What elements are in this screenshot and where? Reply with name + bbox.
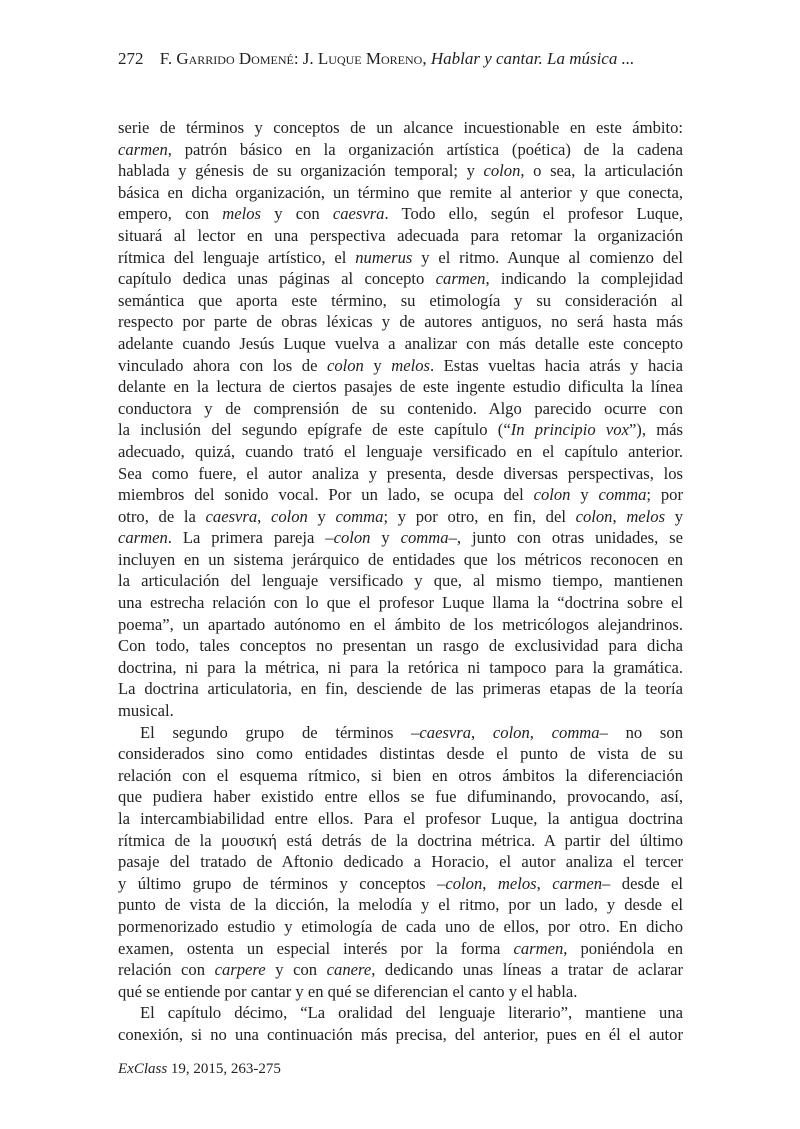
paragraph [118, 1002, 683, 1045]
text-run: y [370, 528, 401, 548]
italic-term: numerus [355, 247, 413, 267]
text-run: , [529, 722, 552, 742]
text-line [118, 657, 683, 679]
text-line [118, 570, 683, 592]
text-line [118, 873, 683, 895]
italic-term: In principio vox [510, 420, 629, 440]
italic-term: carmen [118, 528, 168, 548]
text-run: J. Luque Moreno [302, 49, 423, 68]
text-line [118, 463, 683, 485]
italic-term: melos [391, 355, 430, 375]
text-run: Sea como fuere, el autor analiza y presenta, desde diversas perspectivas, los [118, 463, 683, 483]
text-run: semántica que aporta este término, su etimología y su consideración al [118, 290, 683, 310]
text-run: pasaje del tratado de Aftonio dedicado a Horacio, el autor analiza el tercer [118, 852, 683, 872]
italic-term: caesvra [419, 722, 472, 742]
text-run: ”), más [628, 420, 683, 440]
italic-term: melos [626, 506, 666, 526]
italic-term: carmen [552, 873, 603, 893]
text-line [118, 247, 683, 269]
text-line [118, 527, 683, 549]
text-line [118, 981, 683, 1003]
text-run: examen, ostenta un especial interés por la forma [118, 938, 514, 958]
text-run: y último grupo de términos y conceptos – [118, 873, 446, 893]
text-run: pormenorizado estudio y etimología de cada uno de ellos, por otro. En dicho [118, 916, 683, 936]
italic-term: melos [497, 873, 537, 893]
italic-term: comma [551, 722, 600, 742]
text-run: , o sea, la articulación [520, 161, 684, 181]
text-line [118, 1002, 683, 1024]
text-run: la articulación del lenguaje versificado y que, al mismo tiempo, mantienen [118, 571, 683, 591]
journal-name: ExClass [118, 1061, 168, 1077]
text-run: respecto por parte de obras léxicas y de autores antiguos, no será hasta más [118, 312, 683, 332]
text-run: miembros del sonido vocal. Por un lado, se ocupa del [118, 485, 534, 505]
italic-term: colon [333, 528, 371, 548]
text-run: doctrina, ni para la métrica, ni para la retórica ni tampoco para la gramática. [118, 657, 683, 677]
text-run: y [363, 355, 392, 375]
text-line [118, 484, 683, 506]
text-run: , [257, 506, 271, 526]
text-run: y [665, 506, 684, 526]
italic-term: comma [335, 506, 384, 526]
text-run: – no son [599, 722, 683, 742]
text-line [118, 1024, 683, 1046]
italic-term: canere [326, 960, 372, 980]
text-run: , indicando la complejidad [485, 269, 683, 289]
italic-term: Hablar y cantar. La música ... [430, 49, 635, 68]
text-run: serie de términos y conceptos de un alcance incuestionable en este ámbito: [118, 118, 683, 137]
text-line [118, 678, 683, 700]
paragraph [118, 722, 683, 1003]
text-line [118, 225, 683, 247]
text-line [118, 419, 683, 441]
text-run: y el ritmo. Aunque al comienzo del [412, 247, 683, 267]
text-line [118, 398, 683, 420]
text-run: y [307, 506, 336, 526]
text-line [118, 808, 683, 830]
text-run: , [482, 873, 498, 893]
text-line [118, 635, 683, 657]
text-run: conexión, si no una continuación más precisa, del anterior, pues en él el autor [118, 1024, 683, 1044]
text-line [118, 441, 683, 463]
text-run: , [471, 722, 493, 742]
text-line [118, 786, 683, 808]
italic-term: colon [492, 722, 530, 742]
text-run: adecuado, quizá, cuando trató el lenguaje versificado en el capítulo anterior. [118, 441, 683, 461]
text-run: , patrón básico en la organización artística (poética) de la cadena [167, 139, 683, 159]
text-run: y [570, 485, 599, 505]
italic-term: carpere [214, 960, 266, 980]
italic-term: colon [575, 506, 613, 526]
text-run: –, junto con otras unidades, se [448, 528, 683, 548]
text-run: situará al lector en una perspectiva adecuada para retomar la organización [118, 225, 683, 245]
text-line [118, 765, 683, 787]
page-number: 272 [118, 49, 144, 68]
text-line [118, 182, 683, 204]
paragraph [118, 117, 683, 722]
text-run: básica en dicha organización, un término que remite al anterior y que conecta, [118, 182, 683, 202]
text-run: incluyen en un sistema jerárquico de entidades que los métricos reconocen en [118, 549, 683, 569]
text-run: relación con el esquema rítmico, si bien en otros ámbitos la diferenciación [118, 765, 683, 785]
text-run: y con [265, 960, 327, 980]
text-run: rítmica de la μουσική está detrás de la doctrina métrica. A partir del último [118, 830, 683, 850]
text-line [118, 160, 683, 182]
text-run: , [612, 506, 627, 526]
text-line [118, 592, 683, 614]
text-run: ; por [646, 485, 684, 505]
text-run: rítmica del lenguaje artístico, el [118, 247, 356, 267]
text-run: otro, de la [118, 506, 206, 526]
italic-term: carmen [118, 139, 168, 159]
text-run: relación con [118, 960, 215, 980]
text-run: , [536, 873, 553, 893]
text-line [118, 851, 683, 873]
text-run: capítulo dedica unas páginas al concepto [118, 269, 436, 289]
italic-term: caesvra [332, 204, 385, 224]
italic-term: colon [445, 873, 483, 893]
text-run: , [422, 49, 431, 68]
italic-term: comma [400, 528, 449, 548]
text-run: El segundo grupo de términos – [140, 722, 420, 742]
text-run: vinculado ahora con los de [118, 355, 327, 375]
body-text [118, 117, 683, 1046]
running-title [160, 49, 635, 68]
text-line [118, 830, 683, 852]
italic-term: colon [483, 161, 521, 181]
text-line [118, 355, 683, 377]
text-run: adelante cuando Jesús Luque vuelva a analizar con más detalle este concepto [118, 333, 683, 353]
text-line [118, 700, 683, 722]
text-line [118, 722, 683, 744]
text-run: qué se entiende por cantar y en qué se diferencian el canto y el habla. [118, 981, 578, 1001]
text-line [118, 311, 683, 333]
text-run: una estrecha relación con lo que el profesor Luque llama la “doctrina sobre el [118, 593, 683, 613]
text-run: que pudiera haber existido entre ellos se fue difuminando, provocando, así, [118, 787, 683, 807]
text-run: poema”, un apartado autónomo en el ámbito de los metricólogos alejandrinos. [118, 614, 683, 634]
text-run: El capítulo décimo, “La oralidad del lenguaje literario”, mantiene una [140, 1003, 683, 1023]
text-line [118, 268, 683, 290]
text-line [118, 916, 683, 938]
italic-term: carmen [513, 938, 564, 958]
text-run: , poniéndola en [563, 938, 683, 958]
text-run: hablada y génesis de su organización temporal; y [118, 161, 484, 181]
text-line [118, 117, 683, 139]
text-run: delante en la lectura de ciertos pasajes de este ingente estudio dificulta la línea [118, 377, 683, 397]
text-run: la intercambiabilidad entre ellos. Para el profesor Luque, la antigua doctrina [118, 809, 683, 828]
text-run: musical. [118, 701, 174, 721]
text-line [118, 959, 683, 981]
page-footer [118, 1061, 281, 1078]
text-line [118, 938, 683, 960]
text-run: : [293, 49, 303, 68]
text-run: F. Garrido Domené [159, 49, 294, 68]
text-line [118, 203, 683, 225]
text-run: la inclusión del segundo epígrafe de este capítulo (“ [118, 420, 511, 440]
text-line [118, 894, 683, 916]
italic-term: colon [270, 506, 308, 526]
text-line [118, 376, 683, 398]
italic-term: carmen [435, 269, 486, 289]
text-run: empero, con [118, 204, 223, 224]
text-run: conductora y de comprensión de su contenido. Algo parecido ocurre con [118, 398, 683, 418]
text-run: y con [261, 204, 333, 224]
text-line [118, 614, 683, 636]
text-line [118, 290, 683, 312]
text-run: . Estas vueltas hacia atrás y hacia [429, 355, 684, 375]
italic-term: comma [598, 485, 647, 505]
text-line [118, 743, 683, 765]
italic-term: colon [326, 355, 364, 375]
citation: 19, 2015, 263-275 [167, 1061, 281, 1077]
text-run: La doctrina articulatoria, en fin, desciende de las primeras etapas de la teoría [118, 679, 683, 699]
text-run: . Todo ello, según el profesor Luque, [384, 204, 683, 224]
text-run: ; y por otro, en fin, del [383, 506, 576, 526]
italic-term: colon [533, 485, 571, 505]
text-line [118, 139, 683, 161]
text-run: punto de vista de la dicción, la melodía y el ritmo, por un lado, y desde el [118, 895, 683, 915]
text-line [118, 506, 683, 528]
text-line [118, 333, 683, 355]
text-run: Con todo, tales conceptos no presentan un rasgo de exclusividad para dicha [118, 636, 683, 656]
text-run: – desde el [602, 873, 684, 893]
italic-term: melos [222, 204, 261, 224]
text-run: considerados sino como entidades distintas desde el punto de vista de su [118, 744, 683, 764]
italic-term: caesvra [205, 506, 258, 526]
text-run: , dedicando unas líneas a tratar de aclarar [371, 960, 683, 980]
running-header [118, 49, 634, 69]
text-line [118, 549, 683, 571]
text-run: . La primera pareja – [167, 528, 334, 548]
